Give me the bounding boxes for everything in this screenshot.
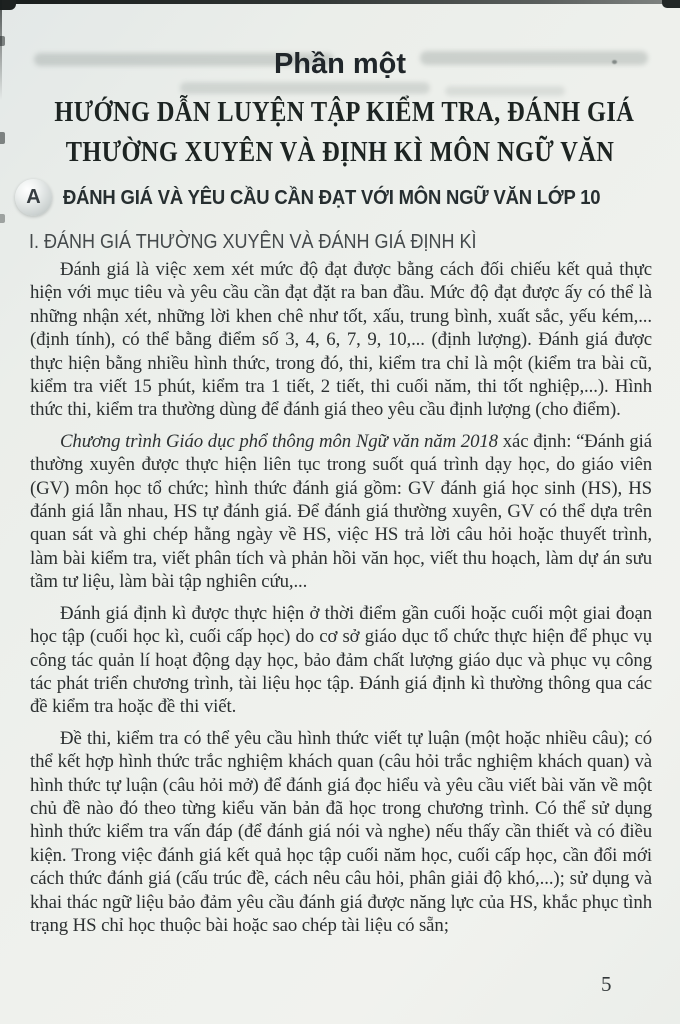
paragraph <box>30 258 652 422</box>
paragraph-italic-segment: Chương trình Giáo dục phổ thông môn Ngữ văn năm 2018 <box>60 430 498 452</box>
page-title-line-1: HƯỚNG DẪN LUYỆN TẬP KIỂM TRA, ĐÁNH GIÁ <box>54 96 635 128</box>
scan-edge-mark <box>0 132 5 144</box>
scan-edge-artifact-top-left <box>0 0 16 10</box>
section-a-heading-text: ĐÁNH GIÁ VÀ YÊU CẦU CẦN ĐẠT VỚI MÔN NGỮ VĂN LỚP 10 <box>63 185 601 209</box>
page-title-line-2: THƯỜNG XUYÊN VÀ ĐỊNH KÌ MÔN NGỮ VĂN <box>65 136 615 168</box>
scan-edge-artifact-top <box>0 0 680 4</box>
paragraph <box>30 430 652 594</box>
scan-edge-mark <box>0 214 5 223</box>
paragraph <box>30 602 652 719</box>
section-heading-a <box>15 179 660 216</box>
scan-edge-mark <box>0 36 5 46</box>
section-a-badge: A <box>15 179 52 216</box>
paragraph-segment: Đánh giá là việc xem xét mức độ đạt được bằng cách đối chiếu kết quả thực hiện với mục tiêu và yêu cầu cần đạt đặt ra ban đầu. Mức độ đạt được ấy có thể là những nhận xét, những lời khen chê như tốt, xấu, trung bình, xuất sắc, yếu kém,... (định tính), có thể bằng điểm số 3, 4, 6, 7, 9, 10,... (định lượng). Đánh giá được thực hiện bằng nhiều hình thức, trong đó, thi, kiểm tra chỉ là một (kiểm tra bài cũ, kiểm tra viết 15 phút, kiểm tra 1 tiết, 2 tiết, thi cuối năm, thi tốt nghiệp,...). Hình thức thi, kiểm tra thường dùng để đánh giá theo yêu cầu định lượng (cho điểm). <box>30 259 652 421</box>
paragraph-segment: Đề thi, kiểm tra có thể yêu cầu hình thức viết tự luận (một hoặc nhiều câu); có thể kết hợp hình thức trắc nghiệm khách quan (câu hỏi trắc nghiệm khách quan) và hình thức tự luận (câu hỏi mở) để đánh giá đọc hiểu và yêu cầu viết bài văn về một chủ đề nào đó theo từng kiểu văn bản đã học trong chương trình. Có thể sử dụng hình thức kiểm tra vấn đáp (để đánh giá nói và nghe) nếu thấy cần thiết và có điều kiện. Trong việc đánh giá kết quả học tập cuối năm học, cuối cấp học, cần đổi mới cách thức đánh giá (cấu trúc đề, cách nêu câu hỏi, phân giải độ khó,...); sử dụng và khai thác ngữ liệu bảo đảm yêu cầu đánh giá được năng lực của HS, khắc phục tình trạng HS chỉ học thuộc bài hoặc sao chép tài liệu có sẵn; <box>30 727 652 936</box>
paragraph-segment: xác định: “Đánh giá thường xuyên được thực hiện liên tục trong suốt quá trình dạy học, do giáo viên (GV) môn học tổ chức; hình thức đánh giá gồm: GV đánh giá học sinh (HS), HS đánh giá lẫn nhau, HS tự đánh giá. Để đánh giá thường xuyên, GV có thể dựa trên quan sát và ghi chép hằng ngày về HS, việc HS trả lời câu hỏi hoặc thuyết trình, làm bài kiểm tra, viết phân tích và phản hồi văn học, viết thu hoạch, làm dự án sưu tầm tư liệu, làm bài tập nghiên cứu,... <box>30 430 652 593</box>
section-heading-i: I. ĐÁNH GIÁ THƯỜNG XUYÊN VÀ ĐÁNH GIÁ ĐỊNH KÌ <box>29 231 477 253</box>
page-title <box>54 92 635 172</box>
scan-edge-artifact-top-right <box>662 0 680 8</box>
body-paragraphs <box>30 258 652 945</box>
part-label: Phần một <box>273 48 407 80</box>
paragraph-segment: Đánh giá định kì được thực hiện ở thời điểm gần cuối hoặc cuối một giai đoạn học tập (cuối học kì, cuối cấp học) do cơ sở giáo dục tổ chức thực hiện để phục vụ công tác quản lí hoạt động dạy học, bảo đảm chất lượng giáo dục và phục vụ công tác phát triển chương trình, tài liệu học tập. Đánh giá định kì thường thông qua các đề kiểm tra hoặc đề thi viết. <box>30 602 652 718</box>
paragraph <box>30 727 652 938</box>
page-number: 5 <box>601 972 612 996</box>
